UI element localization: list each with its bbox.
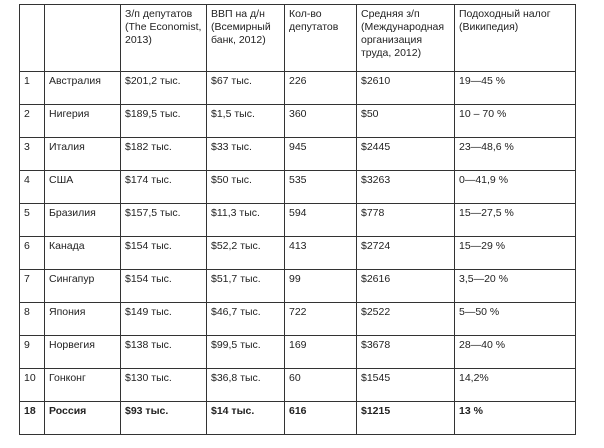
cell-deputy-salary: $182 тыс. <box>121 138 207 171</box>
cell-gdp-per-capita: $33 тыс. <box>207 138 285 171</box>
cell-average-salary: $2522 <box>357 303 455 336</box>
cell-average-salary: $3263 <box>357 171 455 204</box>
header-cell-income-tax: Подоходный налог (Википедия) <box>455 5 576 72</box>
cell-deputies-count: 616 <box>285 402 357 435</box>
cell-gdp-per-capita: $1,5 тыс. <box>207 105 285 138</box>
cell-gdp-per-capita: $14 тыс. <box>207 402 285 435</box>
cell-deputy-salary: $174 тыс. <box>121 171 207 204</box>
cell-rank: 9 <box>20 336 45 369</box>
cell-country: Бразилия <box>45 204 121 237</box>
header-cell-rank <box>20 5 45 72</box>
header-cell-average-salary: Средняя з/п (Международная организация труда, 2012) <box>357 5 455 72</box>
cell-deputy-salary: $149 тыс. <box>121 303 207 336</box>
cell-gdp-per-capita: $67 тыс. <box>207 72 285 105</box>
cell-average-salary: $2445 <box>357 138 455 171</box>
table-row <box>20 303 576 336</box>
header-cell-country <box>45 5 121 72</box>
cell-rank: 2 <box>20 105 45 138</box>
header-cell-gdp-per-capita: ВВП на д/н (Всемирный банк, 2012) <box>207 5 285 72</box>
cell-average-salary: $2724 <box>357 237 455 270</box>
cell-average-salary: $1545 <box>357 369 455 402</box>
cell-country: Россия <box>45 402 121 435</box>
table-row <box>20 72 576 105</box>
cell-income-tax: 0—41,9 % <box>455 171 576 204</box>
cell-deputies-count: 722 <box>285 303 357 336</box>
cell-income-tax: 14,2% <box>455 369 576 402</box>
cell-deputies-count: 594 <box>285 204 357 237</box>
cell-income-tax: 23—48,6 % <box>455 138 576 171</box>
cell-country: Канада <box>45 237 121 270</box>
cell-income-tax: 28—40 % <box>455 336 576 369</box>
cell-rank: 18 <box>20 402 45 435</box>
table-row <box>20 138 576 171</box>
cell-country: США <box>45 171 121 204</box>
cell-deputy-salary: $189,5 тыс. <box>121 105 207 138</box>
cell-average-salary: $778 <box>357 204 455 237</box>
cell-gdp-per-capita: $36,8 тыс. <box>207 369 285 402</box>
cell-average-salary: $2610 <box>357 72 455 105</box>
cell-rank: 4 <box>20 171 45 204</box>
cell-gdp-per-capita: $11,3 тыс. <box>207 204 285 237</box>
cell-deputy-salary: $154 тыс. <box>121 237 207 270</box>
cell-gdp-per-capita: $99,5 тыс. <box>207 336 285 369</box>
table-row <box>20 237 576 270</box>
cell-deputy-salary: $130 тыс. <box>121 369 207 402</box>
cell-deputy-salary: $154 тыс. <box>121 270 207 303</box>
cell-average-salary: $3678 <box>357 336 455 369</box>
cell-rank: 10 <box>20 369 45 402</box>
cell-income-tax: 19—45 % <box>455 72 576 105</box>
cell-deputies-count: 945 <box>285 138 357 171</box>
cell-income-tax: 15—27,5 % <box>455 204 576 237</box>
cell-country: Австралия <box>45 72 121 105</box>
cell-income-tax: 10 – 70 % <box>455 105 576 138</box>
table-row <box>20 204 576 237</box>
cell-deputies-count: 413 <box>285 237 357 270</box>
cell-income-tax: 3,5—20 % <box>455 270 576 303</box>
cell-income-tax: 13 % <box>455 402 576 435</box>
table-row-russia <box>20 402 576 435</box>
cell-rank: 6 <box>20 237 45 270</box>
cell-country: Норвегия <box>45 336 121 369</box>
cell-country: Япония <box>45 303 121 336</box>
cell-deputies-count: 99 <box>285 270 357 303</box>
cell-income-tax: 15—29 % <box>455 237 576 270</box>
cell-average-salary: $1215 <box>357 402 455 435</box>
header-row <box>20 5 576 72</box>
comparison-table <box>19 4 576 435</box>
header-cell-deputy-salary: З/п депутатов (The Economist, 2013) <box>121 5 207 72</box>
cell-gdp-per-capita: $46,7 тыс. <box>207 303 285 336</box>
cell-rank: 8 <box>20 303 45 336</box>
cell-deputy-salary: $201,2 тыс. <box>121 72 207 105</box>
cell-rank: 5 <box>20 204 45 237</box>
table-row <box>20 336 576 369</box>
cell-deputies-count: 226 <box>285 72 357 105</box>
cell-gdp-per-capita: $51,7 тыс. <box>207 270 285 303</box>
table-row <box>20 369 576 402</box>
cell-deputies-count: 535 <box>285 171 357 204</box>
cell-country: Италия <box>45 138 121 171</box>
cell-gdp-per-capita: $52,2 тыс. <box>207 237 285 270</box>
cell-average-salary: $2616 <box>357 270 455 303</box>
cell-deputies-count: 360 <box>285 105 357 138</box>
header-cell-deputies-count: Кол-во депутатов <box>285 5 357 72</box>
cell-rank: 3 <box>20 138 45 171</box>
cell-rank: 7 <box>20 270 45 303</box>
cell-deputies-count: 169 <box>285 336 357 369</box>
cell-rank: 1 <box>20 72 45 105</box>
cell-gdp-per-capita: $50 тыс. <box>207 171 285 204</box>
cell-deputy-salary: $93 тыс. <box>121 402 207 435</box>
table-row <box>20 171 576 204</box>
cell-deputy-salary: $138 тыс. <box>121 336 207 369</box>
cell-income-tax: 5—50 % <box>455 303 576 336</box>
cell-country: Гонконг <box>45 369 121 402</box>
cell-deputies-count: 60 <box>285 369 357 402</box>
cell-average-salary: $50 <box>357 105 455 138</box>
table-row <box>20 270 576 303</box>
table-row <box>20 105 576 138</box>
cell-country: Нигерия <box>45 105 121 138</box>
cell-country: Сингапур <box>45 270 121 303</box>
cell-deputy-salary: $157,5 тыс. <box>121 204 207 237</box>
